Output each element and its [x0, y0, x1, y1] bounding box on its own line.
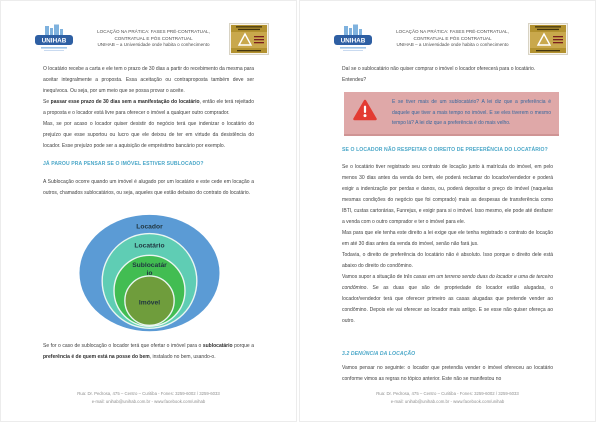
- venn-label-imovel: Imóvel: [138, 299, 161, 307]
- paragraph: Mas, se por acaso o locador quiser desistir do negócio terá que indenizar o locatário do prejuízo que esse suportou ou lucro que ele deixou de ter em virtude da desistência do locador. Esse prejuízo pode ser a aquisição de empréstimo bancário por exemplo.: [43, 121, 254, 149]
- unihab-logo-graphic: [30, 24, 78, 54]
- venn-label-locatario: Locatário: [134, 242, 165, 250]
- page-footer: [1, 390, 296, 406]
- right-page-body: [300, 64, 595, 385]
- gold-seal-badge-graphic: [229, 23, 269, 55]
- paragraph: Entendeu?: [342, 77, 367, 83]
- venn-label-locador: Locador: [136, 223, 163, 231]
- gold-seal-badge: [528, 23, 568, 55]
- section-heading-sublocado: JÁ PAROU PRA PENSAR SE O IMÓVEL ESTIVER SUBLOCADO?: [43, 161, 204, 167]
- paragraph: Mas para que ele tenha este direito a lei exige que ele tenha registrado o contrato de locação em até 30 dias antes da venda do imóvel, senão não fará jus.: [342, 229, 553, 247]
- header-title-line1: LOCAÇÃO NA PRÁTICA: FASES PRÉ-CONTRATUAL,: [396, 28, 509, 34]
- paragraph: Daí se o sublocatário não quiser comprar o imóvel o locador oferecerá para o locatário.: [342, 66, 536, 72]
- paragraph: Todavia, o direito de preferência do locatário não é absoluto. Isso porque o direito dele está abaixo do direito do condômino.: [342, 251, 553, 269]
- footer-contacts: e-mail: unihab@unihab.com.br - www.facebook.com/unihab: [390, 399, 505, 404]
- page-footer: [300, 390, 595, 406]
- paragraph: Vamos pensar no seguinte: o locador que pretendia vender o imóvel ofereceu ao locatário conforme vimos as regras no tópico anterior. Este não se manifestou no: [342, 364, 553, 382]
- header-title-line2: CONTRATUAL E PÓS CONTRATUAL: [413, 35, 492, 41]
- header-title: [78, 29, 229, 49]
- paragraph: Vamos supor a situação de três casas em um terreno sendo duas do locador e uma de terceiro condômino. Se as duas que são de propriedade do locador estão alugadas, o locador/vendedor terá que oferecer primeiro as casas alugadas que pretende vender ao condômino. Depois ele vai oferecer ao locador mais antigo. E se esse não quiser ofereça ao outro.: [342, 273, 553, 324]
- page-header: [30, 22, 269, 56]
- page-left: [0, 0, 297, 422]
- footer-contacts: e-mail: unihab@unihab.com.br - www.facebook.com/unihab: [91, 399, 206, 404]
- gold-seal-badge-graphic: [528, 23, 568, 55]
- paragraph: A Sublocação ocorre quando um imóvel é alugado por um locatário e este cede em locação a outros, chamados sublocatários, ou seja, aqueles que estão debaixo do contrato do locatário.: [43, 179, 254, 196]
- header-title: [377, 29, 528, 49]
- gold-seal-badge: [229, 23, 269, 55]
- building-skyline-icon: [45, 25, 63, 36]
- warning-callout: [344, 92, 559, 136]
- unihab-logo-text: UNIHAB: [340, 37, 366, 45]
- section-heading-preferencia: SE O LOCADOR NÃO RESPEITAR O DIREITO DE PREFERÊNCIA DO LOCATÁRIO?: [342, 146, 548, 153]
- sublease-venn-diagram: [43, 213, 256, 337]
- page-header: [329, 22, 568, 56]
- warning-triangle-icon: [353, 99, 377, 126]
- header-title-line2: CONTRATUAL E PÓS CONTRATUAL: [114, 35, 193, 41]
- header-title-line3: UNIHAB – a Universidade onde habita o conhecimento: [396, 42, 509, 48]
- venn-label-sublocatario-line1: Sublocatár: [132, 262, 167, 270]
- building-skyline-icon: [344, 25, 362, 36]
- left-page-body: [1, 64, 296, 363]
- paragraph: O locatário recebe a carta e ele tem o prazo de 30 dias a partir do recebimento da mesma para aceitar integralmente a proposta. Essa aceitação ou contraproposta também deve ser inequívoca. Ou seja, por um meio que se possa provar o aceite.: [43, 66, 254, 94]
- header-title-line1: LOCAÇÃO NA PRÁTICA: FASES PRÉ-CONTRATUAL,: [97, 28, 210, 34]
- footer-address: Rua: Dr. Pedrosa, 475 – Centro – Curitiba - Fones: 3259-6002 / 3259-6033: [77, 391, 220, 396]
- unihab-logo-text: UNIHAB: [41, 37, 67, 45]
- paragraph: Se passar esse prazo de 30 dias sem a manifestação do locatário, então ele terá rejeitado a proposta e o locador está livre para oferecer o imóvel a qualquer outro comprador.: [43, 99, 254, 116]
- footer-address: Rua: Dr. Pedrosa, 475 – Centro – Curitiba - Fones: 3259-6002 / 3259-6033: [376, 391, 519, 396]
- unihab-logo: [329, 24, 377, 54]
- paragraph: Se for o caso de sublocação o locador terá que ofertar o imóvel para o sublocatário porque a preferência é de quem está na posse do bem, instalado no bem, usando-o.: [43, 343, 254, 360]
- section-heading-denuncia: 3.2 DENÚNCIA DA LOCAÇÃO: [342, 350, 416, 357]
- page-right: [299, 0, 596, 422]
- unihab-logo: [30, 24, 78, 54]
- venn-label-sublocatario-line2: io: [146, 270, 153, 277]
- warning-callout-text: E se tiver mais de um sublocatário? A lei diz que a preferência é daquele que tiver a mais tempo no imóvel. E se eles tiverem o mesmo tempo lá? A lei diz que a preferência é do mais velho.: [392, 99, 551, 127]
- header-title-line3: UNIHAB – a Universidade onde habita o conhecimento: [97, 42, 210, 48]
- paragraph: Se o locatário tiver registrado seu contrato de locação junto à matrícula do imóvel, em pelo menos 30 dias antes da venda do bem, ele poderá reclamar do locador/vendedor e poderá exigir a indenização por perdas e danos, ou, poderá depositar o preço do imóvel (naquelas mesmas condições do negócio que foi comprado) mais as despesas de transferência como IBTI, custas cartorárias, Funrejus, e exigir para si o imóvel. Isso mesmo, ele pode até desfazer a venda com o outro comprador e ter o imóvel para ele.: [342, 163, 553, 225]
- unihab-logo-graphic: [329, 24, 377, 54]
